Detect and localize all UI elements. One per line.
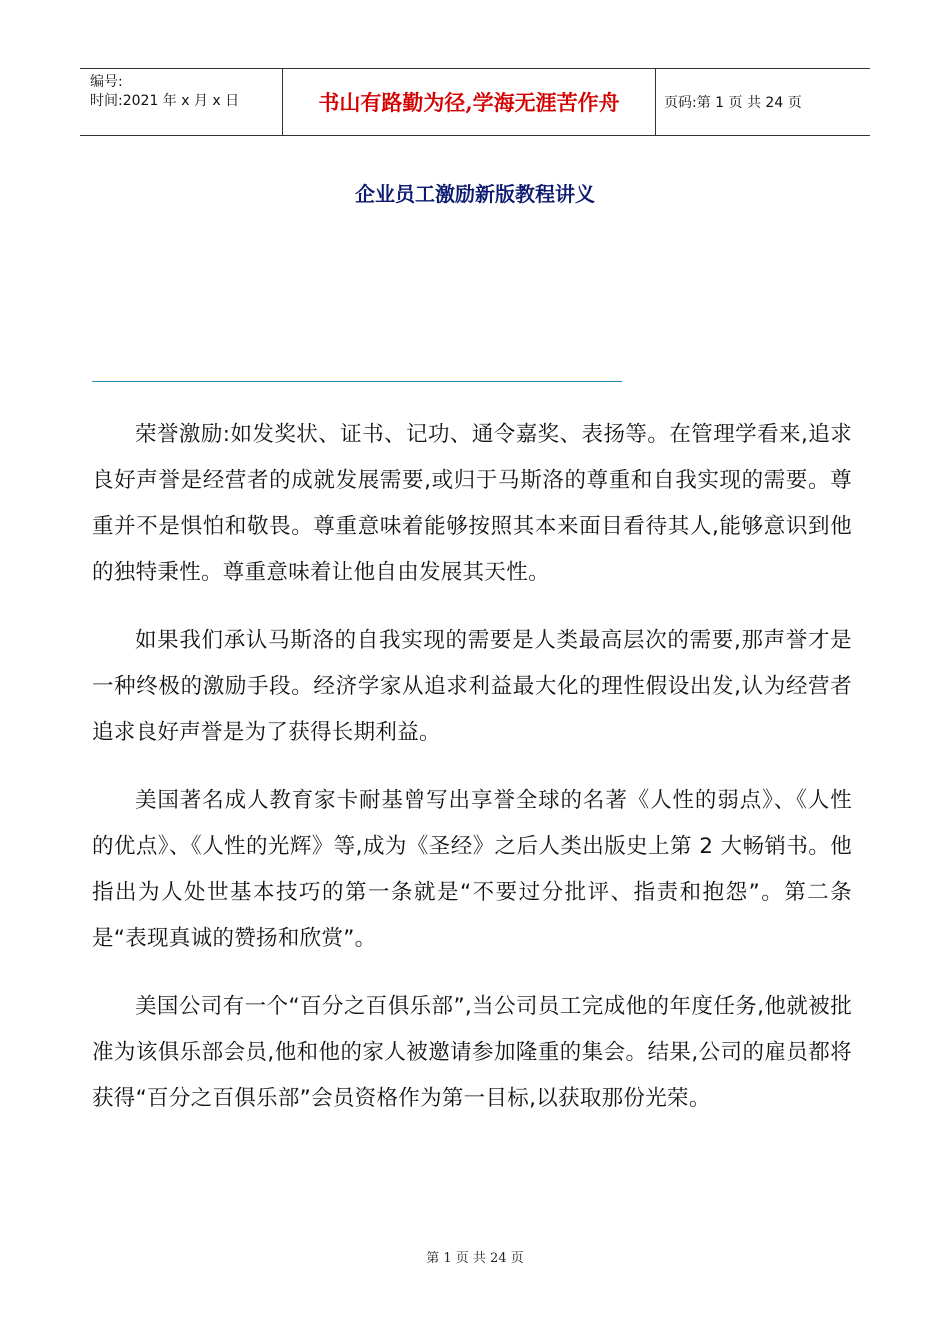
paragraph: 荣誉激励:如发奖状、证书、记功、通令嘉奖、表扬等。在管理学看来,追求良好声誉是经营者的成就发展需要,或归于马斯洛的尊重和自我实现的需要。尊重并不是惧怕和敬畏。尊重意味着能够按照其本来面目看待其人,能够意识到他的独特秉性。尊重意味着让他自由发展其天性。: [92, 422, 852, 585]
paragraph: 如果我们承认马斯洛的自我实现的需要是人类最高层次的需要,那声誉才是一种终极的激励手段。经济学家从追求利益最大化的理性假设出发,认为经营者追求良好声誉是为了获得长期利益。: [92, 628, 852, 745]
document-title: 企业员工激励新版教程讲义: [355, 182, 595, 206]
divider-line: [92, 381, 622, 382]
number-label: 编号:: [90, 74, 123, 90]
header-page-info: 页码:第 1 页 共 24 页: [664, 95, 802, 111]
header-table: [80, 68, 870, 136]
header-motto: 书山有路勤为径,学海无涯苦作舟: [282, 69, 656, 135]
page-footer: 第 1 页 共 24 页: [426, 1251, 524, 1266]
paragraph: 美国公司有一个“百分之百俱乐部”,当公司员工完成他的年度任务,他就被批准为该俱乐部会员,他和他的家人被邀请参加隆重的集会。结果,公司的雇员都将获得“百分之百俱乐部”会员资格作为第一目标,以获取那份光荣。: [92, 994, 852, 1111]
header-meta: [80, 69, 282, 135]
time-label: 时间:2021 年 x 月 x 日: [90, 93, 240, 109]
document-body: [92, 412, 852, 1144]
paragraph: 美国著名成人教育家卡耐基曾写出享誉全球的名著《人性的弱点》、《人性的优点》、《人性的光辉》等,成为《圣经》之后人类出版史上第 2 大畅销书。他指出为人处世基本技巧的第一条就是“不要过分批评、指责和抱怨”。第二条是“表现真诚的赞扬和欣赏”。: [92, 788, 852, 951]
